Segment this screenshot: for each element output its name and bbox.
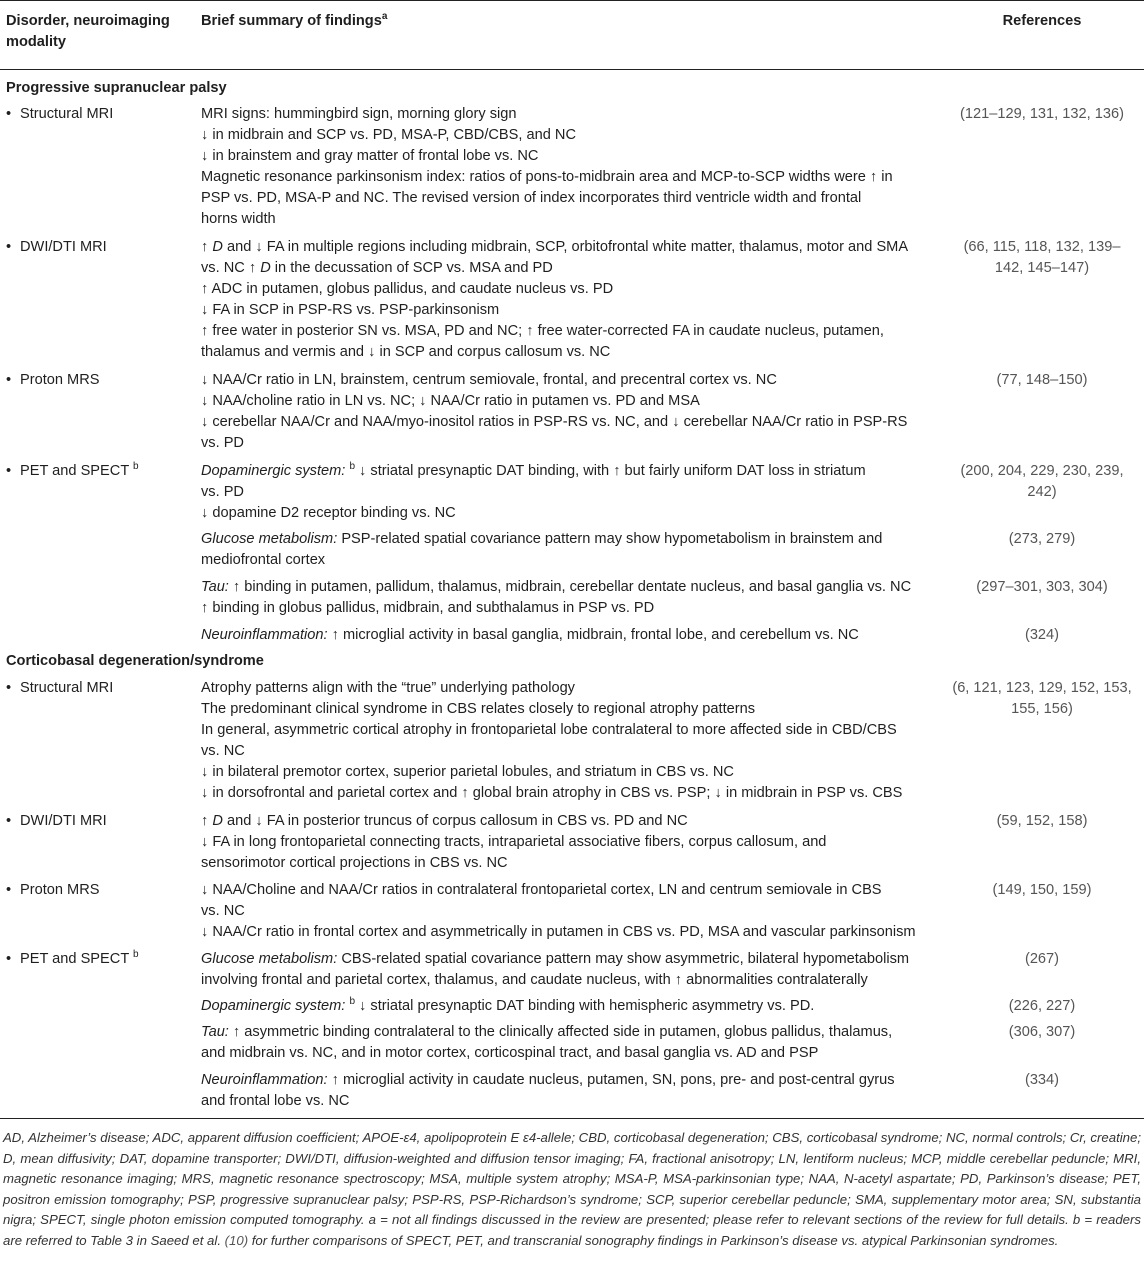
cbd-structural-modality — [6, 678, 113, 699]
finding-line — [201, 258, 946, 279]
cbd-mrs-modality — [6, 880, 99, 901]
reference-link[interactable]: (226, 227) — [1008, 998, 1076, 1014]
psp-pet-neuro-findings — [201, 625, 946, 646]
psp-structural-modality — [6, 104, 113, 125]
psp-pet-glucose-findings — [201, 529, 946, 571]
finding-line: In general, asymmetric cortical atrophy in frontoparietal lobe contralateral to more affected side in CBD/CBS — [201, 722, 897, 738]
finding-line — [201, 577, 946, 598]
reference-link[interactable]: (267) — [1024, 951, 1060, 967]
finding-line: ↓ in brainstem and gray matter of frontal lobe vs. NC — [201, 148, 539, 164]
psp-dwi-findings — [201, 237, 946, 363]
finding-line: sensorimotor cortical projections in CBS vs. NC — [201, 855, 508, 871]
finding-line: vs. PD — [201, 435, 244, 451]
cbd-dwi-refs[interactable] — [948, 811, 1136, 832]
finding-line: ↓ NAA/choline ratio in LN vs. NC; ↓ NAA/Cr ratio in putamen vs. PD and MSA — [201, 393, 700, 409]
finding-line: ↑ ADC in putamen, globus pallidus, and caudate nucleus vs. PD — [201, 281, 614, 297]
cbd-structural-refs[interactable] — [948, 678, 1136, 720]
bullet-icon: • — [6, 463, 12, 479]
finding-line: ↓ FA in SCP in PSP-RS vs. PSP-parkinsonism — [201, 302, 500, 318]
modality-label: Proton MRS — [20, 372, 100, 388]
finding-line: ↓ in midbrain and SCP vs. PD, MSA-P, CBD/CBS, and NC — [201, 127, 576, 143]
table-bottom-rule — [0, 1118, 1144, 1119]
footnote-text: AD, Alzheimer’s disease; ADC, apparent diffusion coefficient; APOE-ε4, apolipoprotein E ε4-allele; CBD, corticobasal degeneration; CBS, corticobasal syndrome; NC, normal controls; Cr, creatine; D, mean diffusivity; DAT, dopamine transporter; DWI/DTI, diffusion-weighted and diffusion tensor imaging; FA, fractional anisotropy; LN, lentiform nucleus; MCP, middle cerebellar peduncle; MRI, magnetic resonance imaging; MRS, magnetic resonance spectroscopy; MSA, multiple system atrophy; MSA-P, MSA-parkinsonian type; NAA, N-acetyl aspartate; PD, Parkinson’s disease; PET, positron emission tomography; PSP, progressive supranuclear palsy; PSP-RS, PSP-Richardson’s syndrome; SCP, superior cerebellar peduncle; SMA, supplementary motor area; SN, substantia nigra; SPECT, single photon emission computed tomography. a = not all findings discussed in the review are presented; please refer to relevant sections of the review for full details. b = readers are referred to Table 3 in Saeed et al. — [3, 1130, 1141, 1248]
finding-text: ↑ microglial activity in caudate nucleus, putamen, SN, pons, pre- and post-central gyrus — [327, 1072, 895, 1088]
modality-sup: b — [133, 949, 139, 961]
cbd-pet-modality — [6, 949, 139, 970]
cbd-pet-dopa-findings — [201, 996, 946, 1017]
section-title-cbd: Corticobasal degeneration/syndrome — [6, 653, 264, 669]
bullet-icon: • — [6, 882, 12, 898]
finding-line — [201, 1070, 946, 1091]
modality-label: Structural MRI — [20, 680, 114, 696]
header-summary-text: Brief summary of findings — [201, 13, 382, 29]
modality-label: DWI/DTI MRI — [20, 239, 107, 255]
bullet-icon: • — [6, 680, 12, 696]
cbd-mrs-refs[interactable] — [948, 880, 1136, 901]
finding-line: ↓ FA in long frontoparietal connecting tracts, intraparietal associative fibers, corpus callosum, and — [201, 834, 827, 850]
reference-link[interactable]: (6, 121, 123, 129, 152, 153, — [952, 680, 1132, 696]
reference-link[interactable]: (297–301, 303, 304) — [976, 579, 1108, 595]
modality-label: PET and SPECT — [20, 463, 129, 479]
finding-line: horns width — [201, 211, 276, 227]
finding-italic: D — [212, 813, 223, 829]
psp-structural-findings — [201, 104, 946, 230]
finding-line — [201, 237, 946, 258]
finding-text: and ↓ FA in posterior truncus of corpus callosum in CBS vs. PD and NC — [222, 813, 688, 829]
finding-line: Magnetic resonance parkinsonism index: ratios of pons-to-midbrain area and MCP-to-SCP widths were ↑ in — [201, 169, 893, 185]
subcategory-label: Dopaminergic system: — [201, 463, 346, 479]
finding-italic: D — [260, 260, 271, 276]
finding-line: ↓ NAA/Cr ratio in frontal cortex and asymmetrically in putamen in CBS vs. PD, MSA and vascular parkinsonism — [201, 924, 916, 940]
finding-line: ↓ in bilateral premotor cortex, superior parietal lobules, and striatum in CBS vs. NC — [201, 764, 734, 780]
subcategory-label: Dopaminergic system: — [201, 998, 346, 1014]
finding-text: ↓ striatal presynaptic DAT binding, with ↑ but fairly uniform DAT loss in striatum — [355, 463, 866, 479]
modality-label: DWI/DTI MRI — [20, 813, 107, 829]
reference-link[interactable]: 155, 156) — [1011, 701, 1073, 717]
finding-text: ↑ microglial activity in basal ganglia, midbrain, frontal lobe, and cerebellum vs. NC — [327, 627, 859, 643]
modality-sup: b — [133, 461, 139, 473]
psp-pet-dopa-findings — [201, 461, 946, 524]
finding-line: ↓ in dorsofrontal and parietal cortex and ↑ global brain atrophy in CBS vs. PSP; ↓ in midbrain in PSP vs. CBS — [201, 785, 903, 801]
finding-line: MRI signs: hummingbird sign, morning glory sign — [201, 106, 517, 122]
finding-line: and midbrain vs. NC, and in motor cortex, corticospinal tract, and basal ganglia vs. AD and PSP — [201, 1045, 819, 1061]
table-header — [0, 0, 1144, 61]
subcategory-label: Glucose metabolism: — [201, 951, 338, 967]
cbd-pet-tau-findings — [201, 1022, 946, 1064]
finding-line: vs. PD — [201, 484, 244, 500]
finding-text: PSP-related spatial covariance pattern may show hypometabolism in brainstem and — [337, 531, 883, 547]
cbd-pet-glucose-refs[interactable] — [948, 949, 1136, 970]
finding-text: ↑ asymmetric binding contralateral to the clinically affected side in putamen, globus pallidus, thalamus, — [228, 1024, 893, 1040]
psp-pet-dopa-refs[interactable] — [948, 461, 1136, 503]
psp-dwi-refs[interactable] — [948, 237, 1136, 279]
header-summary-sup: a — [381, 11, 388, 23]
psp-mrs-findings — [201, 370, 946, 454]
finding-line: and frontal lobe vs. NC — [201, 1093, 350, 1109]
subcategory-sup: b — [349, 461, 355, 473]
finding-line: ↑ binding in globus pallidus, midbrain, and subthalamus in PSP vs. PD — [201, 600, 655, 616]
finding-text: and ↓ FA in multiple regions including midbrain, SCP, orbitofrontal white matter, thalamus, motor and SMA — [222, 239, 909, 255]
finding-line: ↓ cerebellar NAA/Cr and NAA/myo-inositol ratios in PSP-RS vs. NC, and ↓ cerebellar NAA/Cr ratio in PSP-RS — [201, 414, 908, 430]
psp-pet-glucose-refs[interactable] — [948, 529, 1136, 550]
subcategory-sup: b — [349, 996, 355, 1008]
modality-label: Proton MRS — [20, 882, 100, 898]
modality-label: PET and SPECT — [20, 951, 129, 967]
finding-text: ↑ — [201, 239, 213, 255]
bullet-icon: • — [6, 106, 12, 122]
psp-pet-neuro-refs[interactable] — [948, 625, 1136, 646]
finding-line: ↑ free water in posterior SN vs. MSA, PD and NC; ↑ free water-corrected FA in caudate nucleus, putamen, — [201, 323, 884, 339]
modality-label: Structural MRI — [20, 106, 114, 122]
finding-text: ↑ binding in putamen, pallidum, thalamus, midbrain, cerebellar dentate nucleus, and basal ganglia vs. NC — [228, 579, 912, 595]
cbd-mrs-findings — [201, 880, 946, 943]
reference-link[interactable]: (200, 204, 229, 230, 239, — [960, 463, 1124, 479]
finding-line — [201, 811, 946, 832]
finding-line — [201, 1022, 946, 1043]
finding-text: ↓ striatal presynaptic DAT binding with hemispheric asymmetry vs. PD. — [355, 998, 815, 1014]
cbd-pet-dopa-refs[interactable] — [948, 996, 1136, 1017]
finding-line: ↓ NAA/Choline and NAA/Cr ratios in contralateral frontoparietal cortex, LN and centrum semiovale in CBS — [201, 882, 882, 898]
reference-link[interactable]: 142, 145–147) — [994, 260, 1090, 276]
finding-line: mediofrontal cortex — [201, 552, 326, 568]
bullet-icon: • — [6, 239, 12, 255]
cbd-pet-neuro-refs[interactable] — [948, 1070, 1136, 1091]
reference-link[interactable]: (324) — [1024, 627, 1060, 643]
finding-line — [201, 529, 946, 550]
finding-line: involving frontal and parietal cortex, thalamus, and caudate nucleus, with ↑ abnormalities contralaterally — [201, 972, 868, 988]
cbd-structural-findings — [201, 678, 946, 804]
footnote-text: for further comparisons of SPECT, PET, and transcranial sonography findings in Parkinson’s disease vs. atypical Parkinsonian syndromes. — [248, 1232, 1059, 1248]
cbd-dwi-findings — [201, 811, 946, 874]
finding-line: ↓ NAA/Cr ratio in LN, brainstem, centrum semiovale, frontal, and precentral cortex vs. NC — [201, 372, 777, 388]
cbd-dwi-modality — [6, 811, 107, 832]
subcategory-label: Tau: — [201, 579, 229, 595]
cbd-pet-neuro-findings — [201, 1070, 946, 1112]
reference-link[interactable]: (334) — [1024, 1072, 1060, 1088]
bullet-icon: • — [6, 813, 12, 829]
psp-pet-tau-findings — [201, 577, 946, 619]
reference-link[interactable]: (273, 279) — [1008, 531, 1076, 547]
header-references: References — [1002, 13, 1082, 29]
psp-mrs-refs[interactable] — [948, 370, 1136, 391]
finding-line — [201, 461, 946, 482]
finding-text: in the decussation of SCP vs. MSA and PD — [270, 260, 553, 276]
finding-line: vs. NC — [201, 743, 245, 759]
header-disorder — [6, 11, 170, 53]
reference-link[interactable]: (149, 150, 159) — [992, 882, 1092, 898]
finding-line — [201, 625, 946, 646]
finding-line: Atrophy patterns align with the “true” underlying pathology — [201, 680, 575, 696]
table-footnote — [3, 1128, 1141, 1251]
subcategory-label: Tau: — [201, 1024, 229, 1040]
psp-structural-refs[interactable] — [948, 104, 1136, 125]
cbd-pet-tau-refs[interactable] — [948, 1022, 1136, 1043]
bullet-icon: • — [6, 372, 12, 388]
psp-pet-modality — [6, 461, 139, 482]
reference-link[interactable]: (77, 148–150) — [996, 372, 1088, 388]
reference-link[interactable]: (59, 152, 158) — [996, 813, 1088, 829]
reference-link[interactable]: 242) — [1027, 484, 1057, 500]
finding-line: The predominant clinical syndrome in CBS relates closely to regional atrophy patterns — [201, 701, 756, 717]
reference-link[interactable]: (121–129, 131, 132, 136) — [960, 106, 1124, 122]
cbd-pet-glucose-findings — [201, 949, 946, 991]
psp-pet-tau-refs[interactable] — [948, 577, 1136, 598]
finding-line: PSP vs. PD, MSA-P and NC. The revised version of index incorporates third ventricle width and frontal — [201, 190, 862, 206]
finding-line: thalamus and vermis and ↓ in SCP and corpus callosum vs. NC — [201, 344, 611, 360]
reference-link[interactable]: (66, 115, 118, 132, 139– — [963, 239, 1121, 255]
bullet-icon: • — [6, 951, 12, 967]
reference-link[interactable]: (306, 307) — [1008, 1024, 1076, 1040]
subcategory-label: Neuroinflammation: — [201, 1072, 328, 1088]
section-title-psp: Progressive supranuclear palsy — [6, 80, 227, 96]
header-disorder-line2: modality — [6, 34, 67, 50]
finding-line: vs. NC — [201, 903, 245, 919]
finding-text: CBS-related spatial covariance pattern may show asymmetric, bilateral hypometabolism — [337, 951, 910, 967]
finding-text: vs. NC ↑ — [201, 260, 261, 276]
subcategory-label: Glucose metabolism: — [201, 531, 338, 547]
header-rule — [0, 69, 1144, 70]
finding-italic: D — [212, 239, 223, 255]
subcategory-label: Neuroinflammation: — [201, 627, 328, 643]
finding-text: ↑ — [201, 813, 213, 829]
header-summary — [201, 11, 387, 32]
psp-dwi-modality — [6, 237, 107, 258]
finding-line: ↓ dopamine D2 receptor binding vs. NC — [201, 505, 456, 521]
psp-mrs-modality — [6, 370, 99, 391]
header-disorder-line1: Disorder, neuroimaging — [6, 13, 170, 29]
finding-line — [201, 996, 946, 1017]
finding-line — [201, 949, 946, 970]
footnote-reference-link[interactable]: (10) — [224, 1232, 249, 1248]
